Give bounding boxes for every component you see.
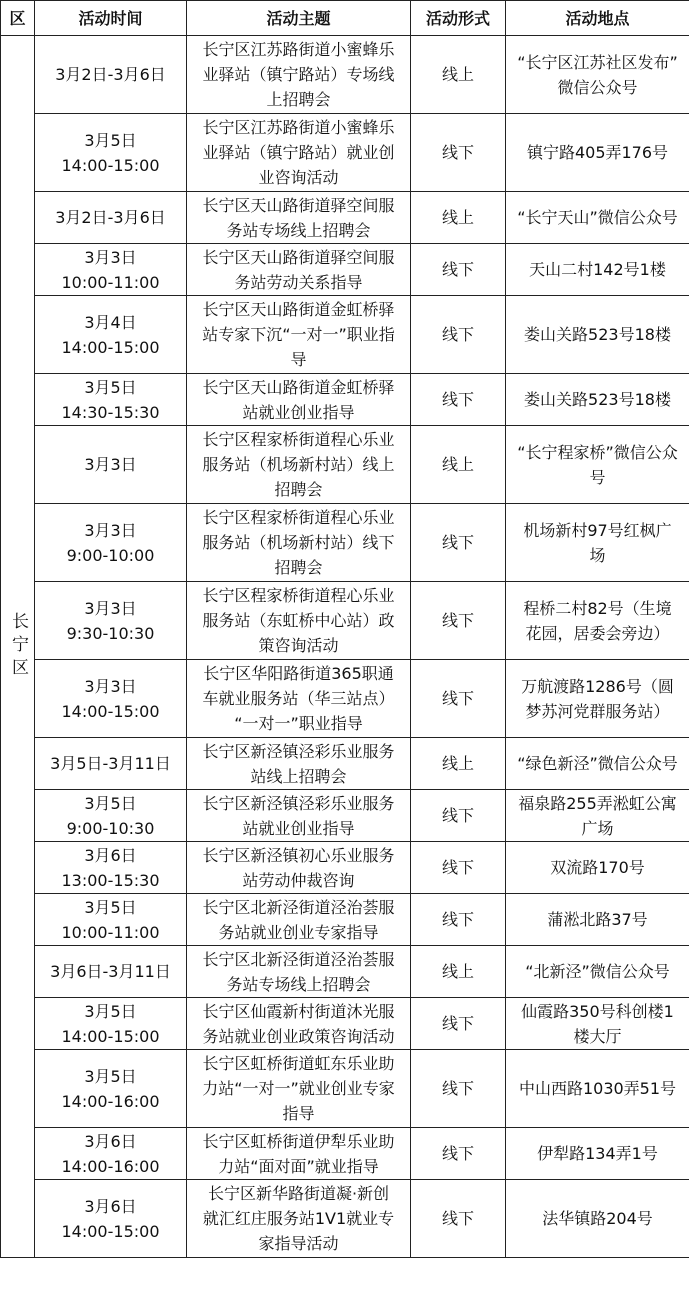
place-cell: 机场新村97号红枫广 场 [506,504,689,582]
form-cell: 线下 [411,582,506,660]
table-row [1,192,689,244]
form-cell: 线下 [411,504,506,582]
time-cell: 3月2日-3月6日 [35,192,187,244]
table-row [1,244,689,296]
form-cell: 线下 [411,296,506,374]
time-cell: 3月3日 [35,426,187,504]
table-row [1,790,689,842]
header-topic: 活动主题 [187,1,411,36]
place-cell: 镇宁路405弄176号 [506,114,689,192]
form-cell: 线上 [411,738,506,790]
topic-cell: 长宁区新泾镇初心乐业服务 站劳动仲裁咨询 [187,842,411,894]
topic-cell: 长宁区新泾镇泾彩乐业服务 站就业创业指导 [187,790,411,842]
topic-cell: 长宁区天山路街道金虹桥驿 站专家下沉“一对一”职业指 导 [187,296,411,374]
table-row [1,426,689,504]
topic-cell: 长宁区新泾镇泾彩乐业服务 站线上招聘会 [187,738,411,790]
place-cell: 娄山关路523号18楼 [506,374,689,426]
form-cell: 线上 [411,426,506,504]
time-cell: 3月6日 14:00-16:00 [35,1128,187,1180]
topic-cell: 长宁区虹桥街道伊犁乐业助 力站“面对面”就业指导 [187,1128,411,1180]
place-cell: 程桥二村82号（生境 花园，居委会旁边） [506,582,689,660]
place-cell: “长宁天山”微信公众号 [506,192,689,244]
form-cell: 线下 [411,842,506,894]
form-cell: 线下 [411,1128,506,1180]
table-row [1,738,689,790]
topic-cell: 长宁区华阳路街道365职通 车就业服务站（华三站点） “一对一”职业指导 [187,660,411,738]
place-cell: 仙霞路350号科创楼1 楼大厅 [506,998,689,1050]
table-row [1,894,689,946]
topic-cell: 长宁区天山路街道驿空间服 务站劳动关系指导 [187,244,411,296]
place-cell: “绿色新泾”微信公众号 [506,738,689,790]
time-cell: 3月4日 14:00-15:00 [35,296,187,374]
place-cell: “长宁区江苏社区发布” 微信公众号 [506,36,689,114]
form-cell: 线下 [411,114,506,192]
topic-cell: 长宁区天山路街道金虹桥驿 站就业创业指导 [187,374,411,426]
form-cell: 线上 [411,36,506,114]
topic-cell: 长宁区北新泾街道泾治荟服 务站专场线上招聘会 [187,946,411,998]
table-body [1,36,689,1258]
place-cell: 天山二村142号1楼 [506,244,689,296]
place-cell: 福泉路255弄淞虹公寓 广场 [506,790,689,842]
time-cell: 3月5日 14:00-15:00 [35,998,187,1050]
table-row [1,1180,689,1258]
place-cell: 蒲淞北路37号 [506,894,689,946]
form-cell: 线上 [411,192,506,244]
table-row [1,998,689,1050]
time-cell: 3月5日 14:30-15:30 [35,374,187,426]
table-row [1,504,689,582]
place-cell: 双流路170号 [506,842,689,894]
place-cell: 万航渡路1286号（圆 梦苏河党群服务站） [506,660,689,738]
time-cell: 3月3日 9:00-10:00 [35,504,187,582]
topic-cell: 长宁区虹桥街道虹东乐业助 力站“一对一”就业创业专家 指导 [187,1050,411,1128]
table-row [1,374,689,426]
time-cell: 3月5日 14:00-15:00 [35,114,187,192]
place-cell: “北新泾”微信公众号 [506,946,689,998]
place-cell: 伊犁路134弄1号 [506,1128,689,1180]
table-row [1,1128,689,1180]
district-cell: 长宁区 [1,36,35,1258]
time-cell: 3月5日 9:00-10:30 [35,790,187,842]
table-row [1,582,689,660]
time-cell: 3月6日 13:00-15:30 [35,842,187,894]
topic-cell: 长宁区江苏路街道小蜜蜂乐 业驿站（镇宁路站）就业创 业咨询活动 [187,114,411,192]
time-cell: 3月2日-3月6日 [35,36,187,114]
topic-cell: 长宁区程家桥街道程心乐业 服务站（东虹桥中心站）政 策咨询活动 [187,582,411,660]
form-cell: 线下 [411,374,506,426]
time-cell: 3月3日 10:00-11:00 [35,244,187,296]
table-row [1,660,689,738]
time-cell: 3月3日 14:00-15:00 [35,660,187,738]
place-cell: 娄山关路523号18楼 [506,296,689,374]
form-cell: 线下 [411,998,506,1050]
form-cell: 线下 [411,790,506,842]
place-cell: 中山西路1030弄51号 [506,1050,689,1128]
time-cell: 3月5日 14:00-16:00 [35,1050,187,1128]
time-cell: 3月5日-3月11日 [35,738,187,790]
topic-cell: 长宁区程家桥街道程心乐业 服务站（机场新村站）线上 招聘会 [187,426,411,504]
time-cell: 3月6日 14:00-15:00 [35,1180,187,1258]
topic-cell: 长宁区程家桥街道程心乐业 服务站（机场新村站）线下 招聘会 [187,504,411,582]
header-place: 活动地点 [506,1,689,36]
header-form: 活动形式 [411,1,506,36]
header-time: 活动时间 [35,1,187,36]
place-cell: “长宁程家桥”微信公众 号 [506,426,689,504]
time-cell: 3月6日-3月11日 [35,946,187,998]
form-cell: 线下 [411,1050,506,1128]
form-cell: 线下 [411,660,506,738]
topic-cell: 长宁区新华路街道凝·新创 就汇红庄服务站1V1就业专 家指导活动 [187,1180,411,1258]
form-cell: 线下 [411,1180,506,1258]
header-row [1,1,689,36]
table-row [1,946,689,998]
table-row [1,36,689,114]
table-row [1,114,689,192]
topic-cell: 长宁区天山路街道驿空间服 务站专场线上招聘会 [187,192,411,244]
form-cell: 线下 [411,894,506,946]
time-cell: 3月5日 10:00-11:00 [35,894,187,946]
table-row [1,842,689,894]
table-row [1,1050,689,1128]
form-cell: 线上 [411,946,506,998]
form-cell: 线下 [411,244,506,296]
topic-cell: 长宁区仙霞新村街道沐光服 务站就业创业政策咨询活动 [187,998,411,1050]
time-cell: 3月3日 9:30-10:30 [35,582,187,660]
topic-cell: 长宁区北新泾街道泾治荟服 务站就业创业专家指导 [187,894,411,946]
header-district: 区 [1,1,35,36]
table-row [1,296,689,374]
topic-cell: 长宁区江苏路街道小蜜蜂乐 业驿站（镇宁路站）专场线 上招聘会 [187,36,411,114]
place-cell: 法华镇路204号 [506,1180,689,1258]
